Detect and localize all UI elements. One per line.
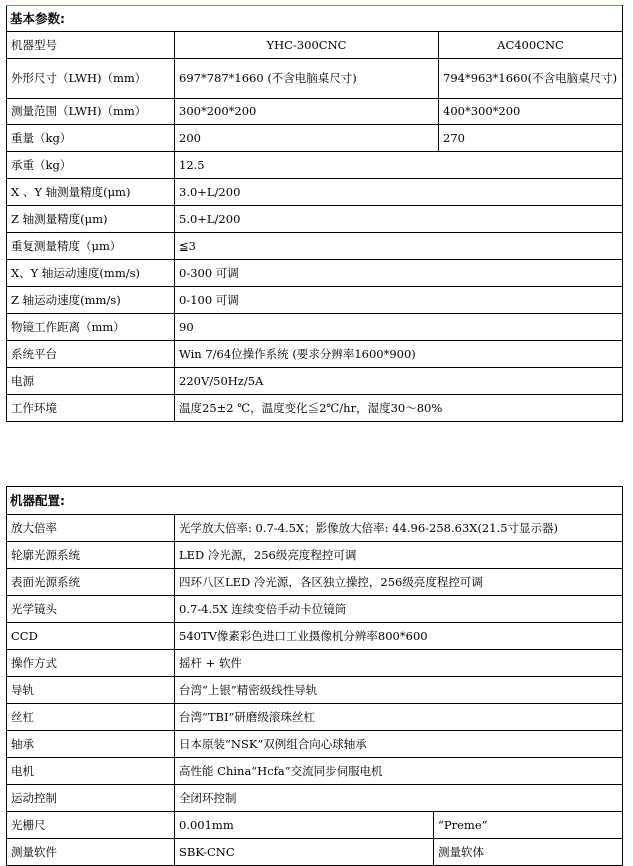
row-value: 540TV像素彩色进口工业摄像机分辨率800*600 — [175, 623, 623, 650]
row-value: 0-300 可调 — [175, 260, 623, 287]
row-label: 丝杠 — [7, 704, 175, 731]
row-label: Z 轴运动速度(mm/s) — [7, 287, 175, 314]
row-value-b: “Preme” — [434, 812, 623, 839]
row-value-b: 270 — [439, 125, 623, 152]
row-value: 光学放大倍率: 0.7-4.5X；影像放大倍率: 44.96-258.63X(21.5寸显示器) — [175, 515, 623, 542]
row-label: 物镜工作距离（mm） — [7, 314, 175, 341]
row-value: 台湾“TBI”研磨级滚珠丝杠 — [175, 704, 623, 731]
row-value: 12.5 — [175, 152, 623, 179]
row-label: 测量范围（LWH)（mm） — [7, 99, 175, 125]
row-label: 操作方式 — [7, 650, 175, 677]
row-value-b: 794*963*1660(不含电脑桌尺寸) — [439, 59, 623, 99]
row-value-b: 测量软体 — [434, 839, 623, 866]
row-label: 导轨 — [7, 677, 175, 704]
row-label: 电源 — [7, 368, 175, 395]
row-label: 工作环境 — [7, 395, 175, 422]
row-value-a: SBK-CNC — [175, 839, 434, 866]
row-value: 220V/50Hz/5A — [175, 368, 623, 395]
row-label: X 、Y 轴测量精度(μm) — [7, 179, 175, 206]
row-label: 电机 — [7, 758, 175, 785]
row-label: 运动控制 — [7, 785, 175, 812]
row-value: 5.0+L/200 — [175, 206, 623, 233]
row-value: LED 冷光源，256级亮度程控可调 — [175, 542, 623, 569]
basic-params-table — [6, 5, 623, 422]
row-value-a: 200 — [175, 125, 439, 152]
row-value: ≦3 — [175, 233, 623, 260]
row-value: 日本原装“NSK”双例组合向心球轴承 — [175, 731, 623, 758]
machine-config-table — [6, 486, 623, 866]
row-label: 承重（kg） — [7, 152, 175, 179]
model-a: YHC-300CNC — [175, 32, 439, 59]
row-value: 四环八区LED 冷光源，各区独立操控，256级亮度程控可调 — [175, 569, 623, 596]
row-label: 重量（kg） — [7, 125, 175, 152]
row-value-a: 300*200*200 — [175, 99, 439, 125]
row-label: X、Y 轴运动速度(mm/s) — [7, 260, 175, 287]
machine-config-heading: 机器配置: — [7, 487, 623, 515]
basic-params-heading: 基本参数: — [7, 6, 623, 32]
row-label: Z 轴测量精度(μm) — [7, 206, 175, 233]
row-label: 表面光源系统 — [7, 569, 175, 596]
row-label: 轴承 — [7, 731, 175, 758]
row-value-a: 0.001mm — [175, 812, 434, 839]
row-value-b: 400*300*200 — [439, 99, 623, 125]
row-value: 全闭环控制 — [175, 785, 623, 812]
row-label: 系统平台 — [7, 341, 175, 368]
row-value: 3.0+L/200 — [175, 179, 623, 206]
row-value: 90 — [175, 314, 623, 341]
model-b: AC400CNC — [439, 32, 623, 59]
row-value: 0-100 可调 — [175, 287, 623, 314]
row-label: 外形尺寸（LWH)（mm） — [7, 59, 175, 99]
row-value: 0.7-4.5X 连续变倍手动卡位镜筒 — [175, 596, 623, 623]
row-label: CCD — [7, 623, 175, 650]
row-label: 光栅尺 — [7, 812, 175, 839]
row-value-a: 697*787*1660 (不含电脑桌尺寸) — [175, 59, 439, 99]
row-label: 放大倍率 — [7, 515, 175, 542]
row-value: Win 7/64位操作系统 (要求分辨率1600*900) — [175, 341, 623, 368]
row-value: 高性能 China“Hcfa”交流同步伺服电机 — [175, 758, 623, 785]
row-label: 光学镜头 — [7, 596, 175, 623]
row-value: 台湾“上银”精密级线性导轨 — [175, 677, 623, 704]
row-value: 摇杆 + 软件 — [175, 650, 623, 677]
row-label: 轮廓光源系统 — [7, 542, 175, 569]
model-label: 机器型号 — [7, 32, 175, 59]
row-label: 测量软件 — [7, 839, 175, 866]
row-value: 温度25±2 ℃，温度变化≦2℃/hr，湿度30～80% — [175, 395, 623, 422]
row-label: 重复测量精度（μm） — [7, 233, 175, 260]
